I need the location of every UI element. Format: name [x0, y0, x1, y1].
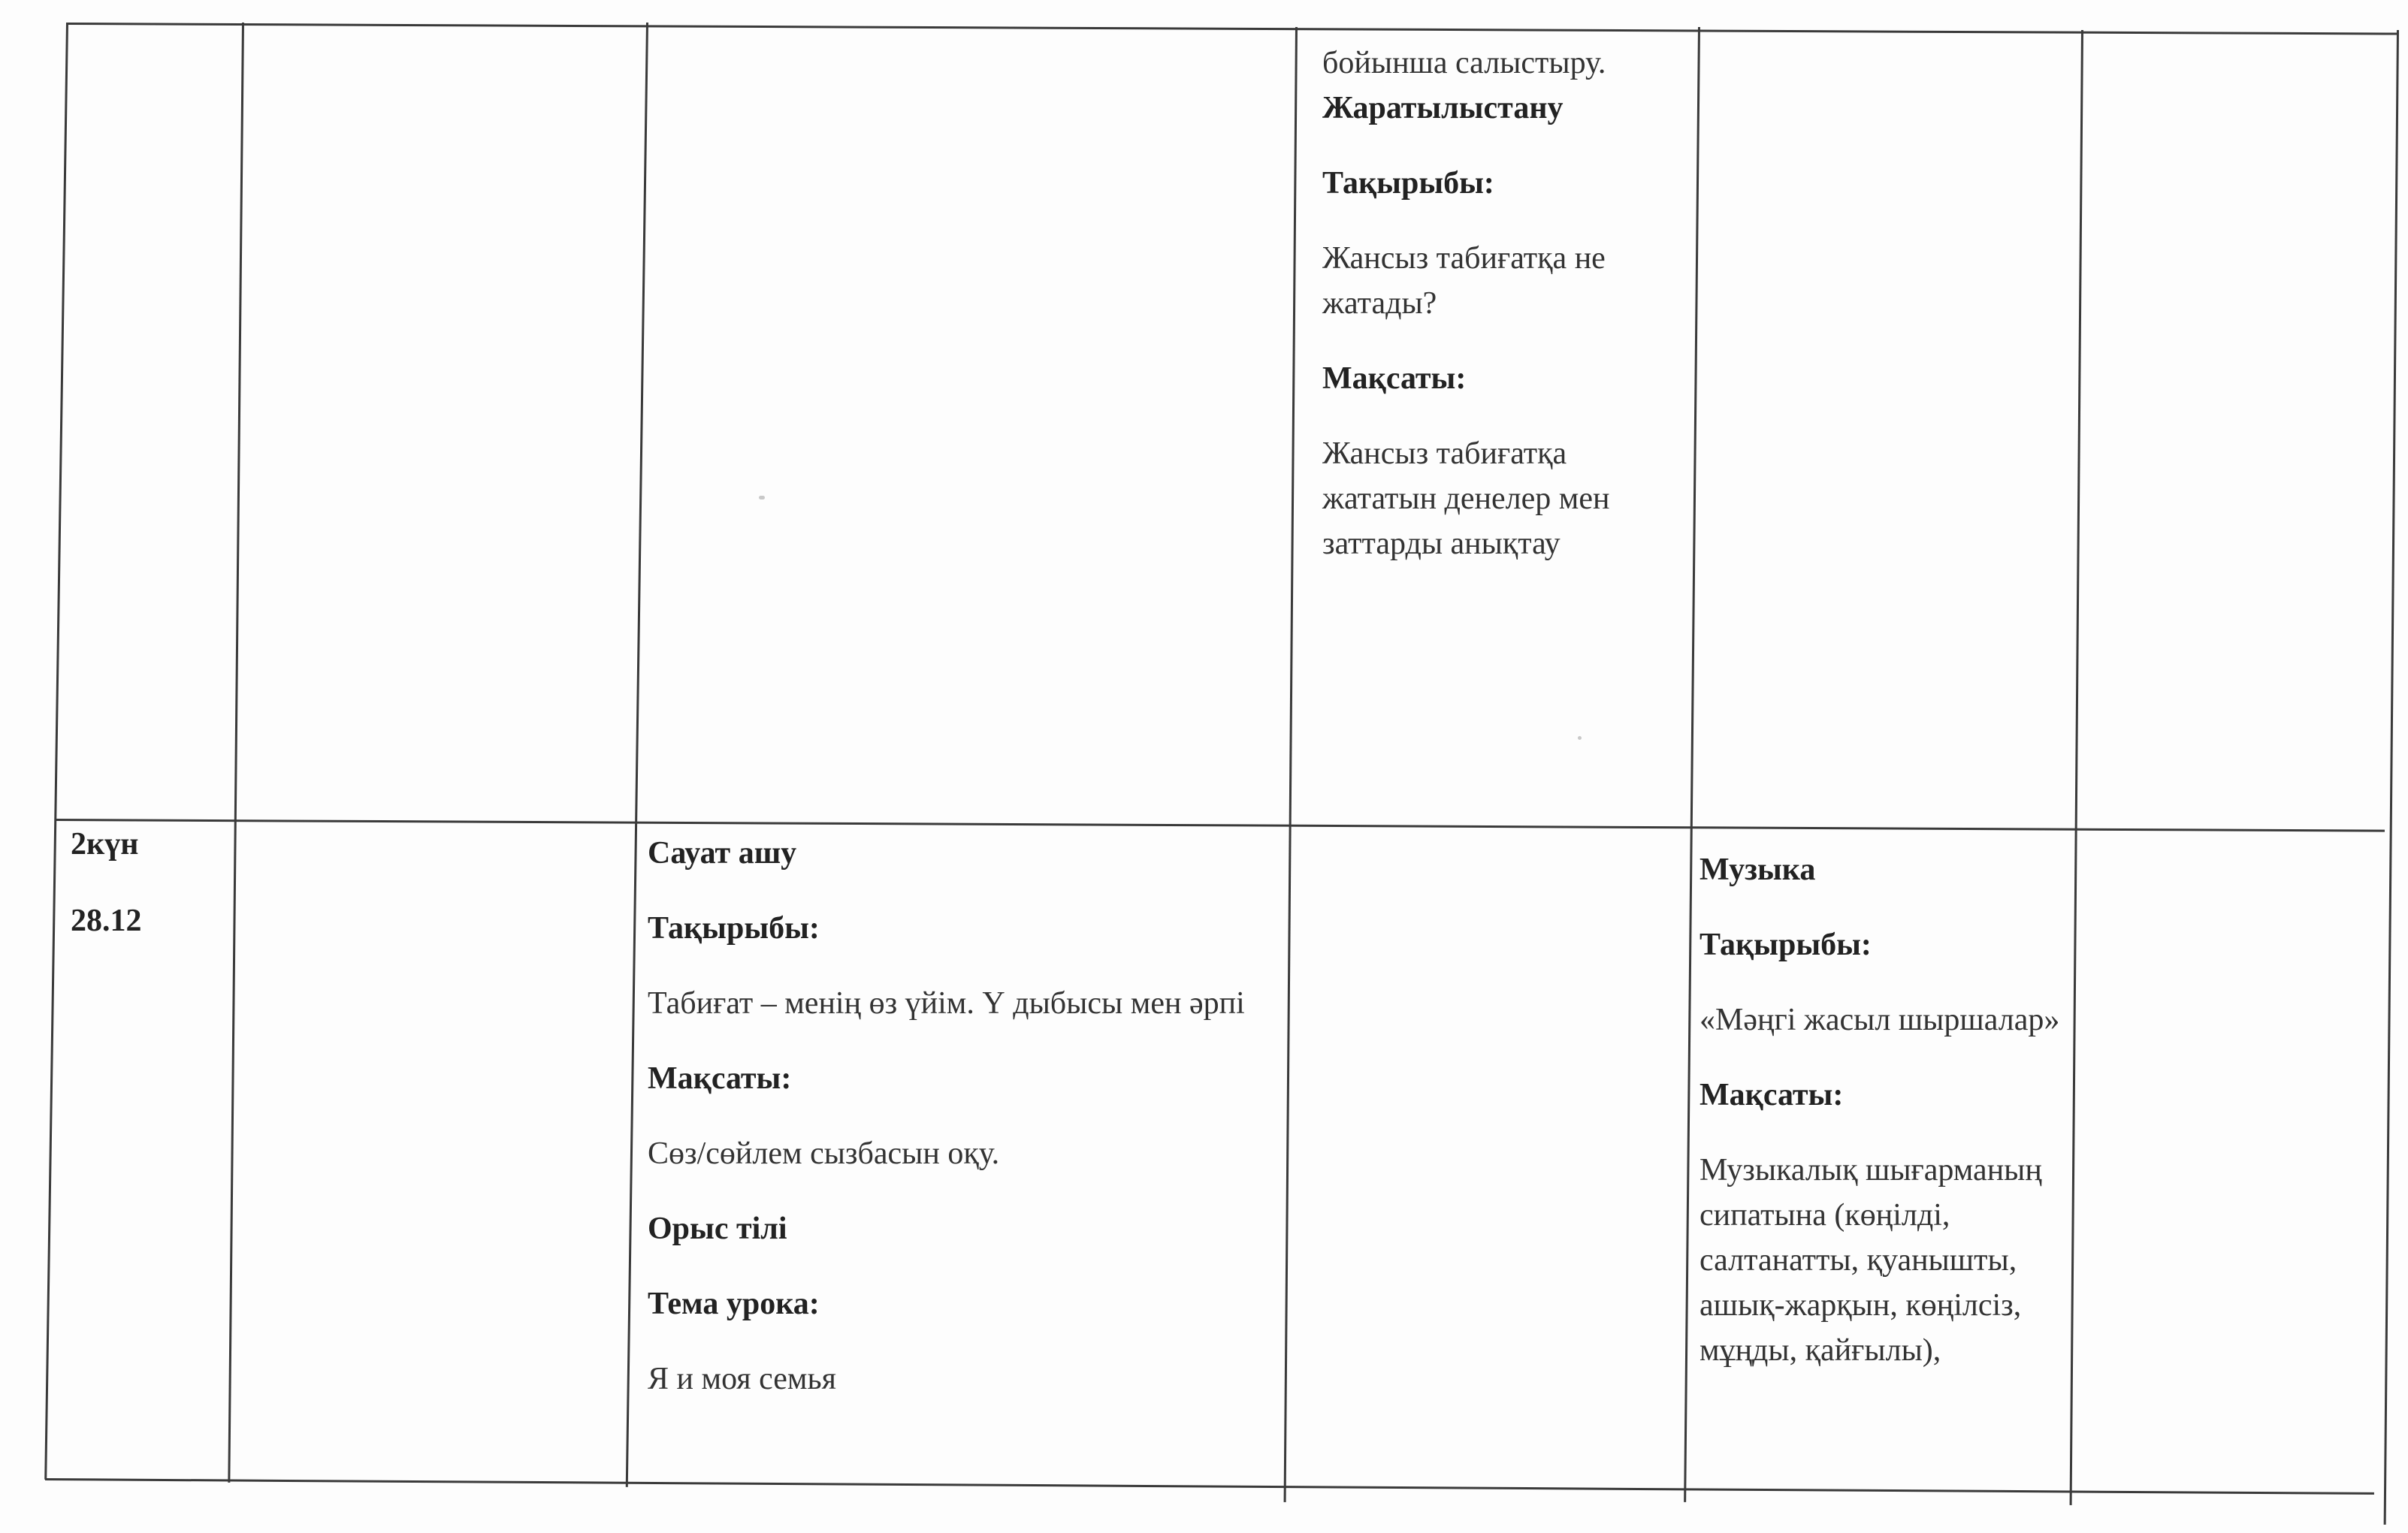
goal-text: Жансыз табиғатқа жататын денелер мен заттарды анықтау — [1322, 436, 1610, 561]
goal-label: Мақсаты: — [1322, 361, 1467, 396]
table-top-border — [66, 23, 2397, 35]
goal-label: Мақсаты: — [1699, 1078, 1844, 1112]
cell-row2-literacy — [648, 831, 1271, 1432]
goal-text: Сөз/сөйлем сызбасын оқу. — [648, 1136, 1000, 1171]
previous-text-continuation: бойынша салыстыру. — [1322, 46, 1606, 80]
topic-label: Тақырыбы: — [1322, 166, 1494, 201]
subject-heading: Музыка — [1699, 853, 1816, 887]
cell-row1-natural-science — [1322, 41, 1675, 596]
day-label: 2күн — [71, 827, 139, 862]
column-divider-4 — [1684, 27, 1700, 1502]
goal-label: Мақсаты: — [648, 1061, 792, 1096]
cell-row2-music — [1699, 847, 2075, 1403]
column-divider-2 — [626, 23, 648, 1487]
table-right-border — [2384, 30, 2399, 1525]
topic-text: Табиғат – менің өз үйім. Ү дыбысы мен әрпі — [648, 986, 1245, 1021]
column-divider-3 — [1284, 27, 1298, 1502]
row-divider — [56, 819, 2385, 832]
date-label: 28.12 — [71, 904, 142, 938]
column-divider-1 — [228, 23, 244, 1483]
subject-heading: Сауат ашу — [648, 836, 797, 871]
topic-label: Тақырыбы: — [648, 911, 820, 946]
table-bottom-border — [45, 1478, 2374, 1495]
topic-label: Тақырыбы: — [1699, 928, 1872, 962]
topic-text: Жансыз табиғатқа не жатады? — [1322, 241, 1606, 321]
scan-speck — [759, 496, 765, 499]
topic-text: «Мәңгі жасыл шыршалар» — [1699, 1003, 2060, 1037]
topic-text: Я и моя семья — [648, 1362, 836, 1396]
subject-heading: Орыс тілі — [648, 1212, 787, 1246]
subject-heading: Жаратылыстану — [1322, 91, 1564, 125]
cell-row2-day — [71, 822, 228, 973]
table-left-border — [44, 23, 68, 1480]
scan-speck — [1578, 736, 1582, 740]
topic-label: Тема урока: — [648, 1287, 820, 1321]
goal-text: Музыкалық шығарманың сипатына (көңілді, салтанатты, қуанышты, ашық-жарқын, көңілсіз, мұңды, қайғылы), — [1699, 1153, 2042, 1368]
